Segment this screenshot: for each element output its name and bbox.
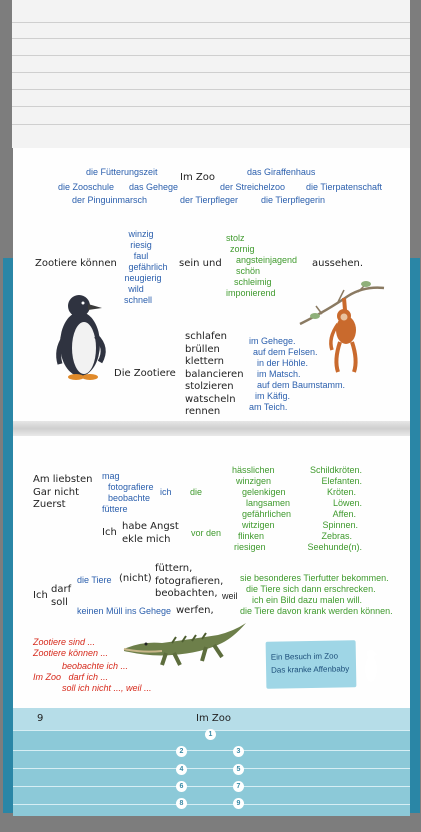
noun: die Zooschule: [58, 182, 115, 192]
verb: fotografiere: [108, 482, 154, 492]
crocodile-illustration: [122, 617, 248, 669]
place: im Gehege.: [249, 336, 296, 346]
article: die: [190, 487, 203, 497]
adjective: flinken: [238, 531, 265, 541]
verb-list: [185, 331, 244, 419]
noun: das Giraffenhaus: [247, 167, 316, 177]
animal: Schildkröten.: [309, 465, 362, 475]
adjective-list-bottom: [232, 465, 291, 553]
adjective: witzigen: [242, 520, 275, 530]
adjective: angsteinjagend: [236, 255, 298, 265]
verb: füttere: [102, 504, 128, 514]
page-edge: [12, 106, 410, 107]
verb: schlafen: [185, 331, 227, 342]
verb: klettern: [185, 356, 224, 367]
adjective: winzigen: [236, 476, 272, 486]
verb: brüllen: [185, 343, 220, 355]
adjective: neugierig: [124, 273, 162, 283]
verb: beobachte: [108, 493, 151, 503]
adjective-list-blue: [114, 229, 168, 306]
prompt-line: beobachte ich ...: [62, 661, 129, 671]
page-edge: [12, 55, 410, 56]
animal: Kröten.: [326, 487, 356, 497]
sentence-mid: sein und: [179, 258, 222, 269]
topic-box: [266, 640, 357, 689]
animal: Elefanten.: [321, 476, 362, 486]
action-list: [155, 563, 223, 601]
place: in der Höhle.: [257, 358, 309, 368]
tab-number[interactable]: 5: [233, 764, 244, 775]
monkey-illustration: [298, 280, 388, 380]
adjective: hässlichen: [232, 465, 275, 475]
animal: Spinnen.: [322, 520, 358, 530]
animal: Zebras.: [321, 531, 352, 541]
modal-list: [51, 584, 71, 609]
tab-divider: [13, 786, 410, 787]
tab-divider: [13, 804, 410, 805]
pronoun-ich-3: Ich: [33, 590, 48, 601]
tab-number[interactable]: 4: [176, 764, 187, 775]
modal: soll: [51, 596, 68, 608]
page-edge: [12, 89, 410, 90]
page-edge: [12, 72, 410, 73]
place: auf dem Baumstamm.: [257, 380, 346, 390]
animal: Affen.: [332, 509, 356, 519]
angst-phrase: habe Angst: [122, 521, 179, 532]
adjective: faul: [133, 251, 149, 261]
conjunction: weil: [222, 591, 238, 601]
sentence-end: aussehen.: [312, 258, 364, 269]
tab-divider: [13, 750, 410, 751]
action: fotografieren,: [155, 575, 224, 587]
reason-list: [240, 573, 393, 617]
noun: die Fütterungszeit: [86, 167, 158, 177]
tab-number[interactable]: 7: [233, 781, 244, 792]
page-title: Im Zoo: [180, 172, 215, 183]
noun: die Tierpflegerin: [261, 195, 326, 205]
animal: Seehunde(n).: [307, 542, 362, 552]
noun: der Tierpfleger: [180, 195, 239, 205]
pronoun: ich: [160, 487, 172, 497]
adjective: gefährlichen: [242, 509, 292, 519]
tab-number[interactable]: 6: [176, 781, 187, 792]
prompt-line: Im Zoo darf ich ...: [33, 672, 109, 682]
sentence-start-2: Die Zootiere: [114, 368, 176, 379]
sentence-start: Zootiere können: [35, 258, 117, 269]
verb: balancieren: [185, 368, 244, 380]
page-hinge: [13, 421, 410, 436]
adjective: schnell: [123, 295, 152, 305]
noun: die Tierpatenschaft: [306, 182, 383, 192]
noun: das Gehege: [129, 182, 179, 192]
reason: die Tiere davon krank werden können.: [240, 606, 393, 616]
adjective: schön: [236, 266, 261, 276]
page-number: 9: [37, 713, 44, 724]
noun: der Streichelzoo: [220, 182, 286, 192]
adjective: zornig: [230, 244, 255, 254]
action: füttern,: [155, 563, 193, 574]
prompt-line: Zootiere sind ...: [33, 637, 96, 647]
verb: watscheln: [185, 393, 236, 405]
angst-list: [122, 521, 179, 546]
adjective: stolz: [226, 233, 245, 243]
verb: stolzieren: [185, 381, 234, 392]
page-edge: [12, 124, 410, 125]
adjective: gefährlich: [128, 262, 168, 272]
animal-list: [308, 465, 362, 553]
page-edge: [12, 22, 410, 23]
reason: ich ein Bild dazu malen will.: [252, 595, 363, 605]
penguin-illustration: [50, 292, 112, 380]
adjective-list-green: [226, 233, 297, 299]
place: am Teich.: [249, 402, 288, 412]
place: auf dem Felsen.: [253, 347, 318, 357]
place: im Käfig.: [255, 391, 291, 401]
tab-number[interactable]: 3: [233, 746, 244, 757]
starter: Zuerst: [33, 499, 66, 510]
adjective: imponierend: [226, 288, 276, 298]
preposition: vor den: [191, 528, 222, 538]
object-alt: keinen Müll ins Gehege: [77, 606, 172, 616]
negation: (nicht): [119, 573, 152, 584]
tab-divider: [13, 768, 410, 769]
reason: sie besonderes Tierfutter bekommen.: [240, 573, 389, 583]
tab-number[interactable]: 9: [233, 798, 244, 809]
modal: darf: [51, 584, 72, 595]
pronoun-ich: Ich: [102, 527, 117, 538]
adjective: gelenkigen: [242, 487, 286, 497]
page-edge: [12, 38, 410, 39]
topic-item[interactable]: Das kranke Affenbaby: [271, 664, 350, 675]
action: beobachten,: [155, 588, 218, 599]
penguin-badge-icon: [362, 645, 380, 685]
verb: mag: [102, 471, 120, 481]
tab-number[interactable]: 1: [205, 729, 216, 740]
noun: der Pinguinmarsch: [72, 195, 148, 205]
verb-werfen: werfen,: [176, 605, 214, 616]
prompt-line: soll ich nicht ..., weil ...: [62, 683, 152, 693]
adjective: riesig: [130, 240, 152, 250]
starter-list: [33, 474, 92, 512]
adjective: langsamen: [246, 498, 291, 508]
place: im Matsch.: [257, 369, 301, 379]
starter: Gar nicht: [33, 486, 80, 498]
tab-number[interactable]: 8: [176, 798, 187, 809]
tab-title[interactable]: Im Zoo: [196, 713, 231, 724]
adjective: schleimig: [234, 277, 272, 287]
adjective: riesigen: [234, 542, 266, 552]
adjective: winzig: [128, 229, 154, 239]
object: die Tiere: [77, 575, 112, 585]
verb-list-blue: [102, 471, 154, 515]
reason: die Tiere sich dann erschrecken.: [246, 584, 376, 594]
prompt-line: Zootiere können ...: [33, 648, 109, 658]
animal: Löwen.: [332, 498, 362, 508]
angst-phrase: ekle mich: [122, 533, 171, 545]
verb: rennen: [185, 406, 221, 417]
tab-number[interactable]: 2: [176, 746, 187, 757]
adjective: wild: [128, 284, 144, 294]
topic-item[interactable]: Ein Besuch im Zoo: [270, 651, 339, 662]
starter: Am liebsten: [33, 474, 93, 485]
